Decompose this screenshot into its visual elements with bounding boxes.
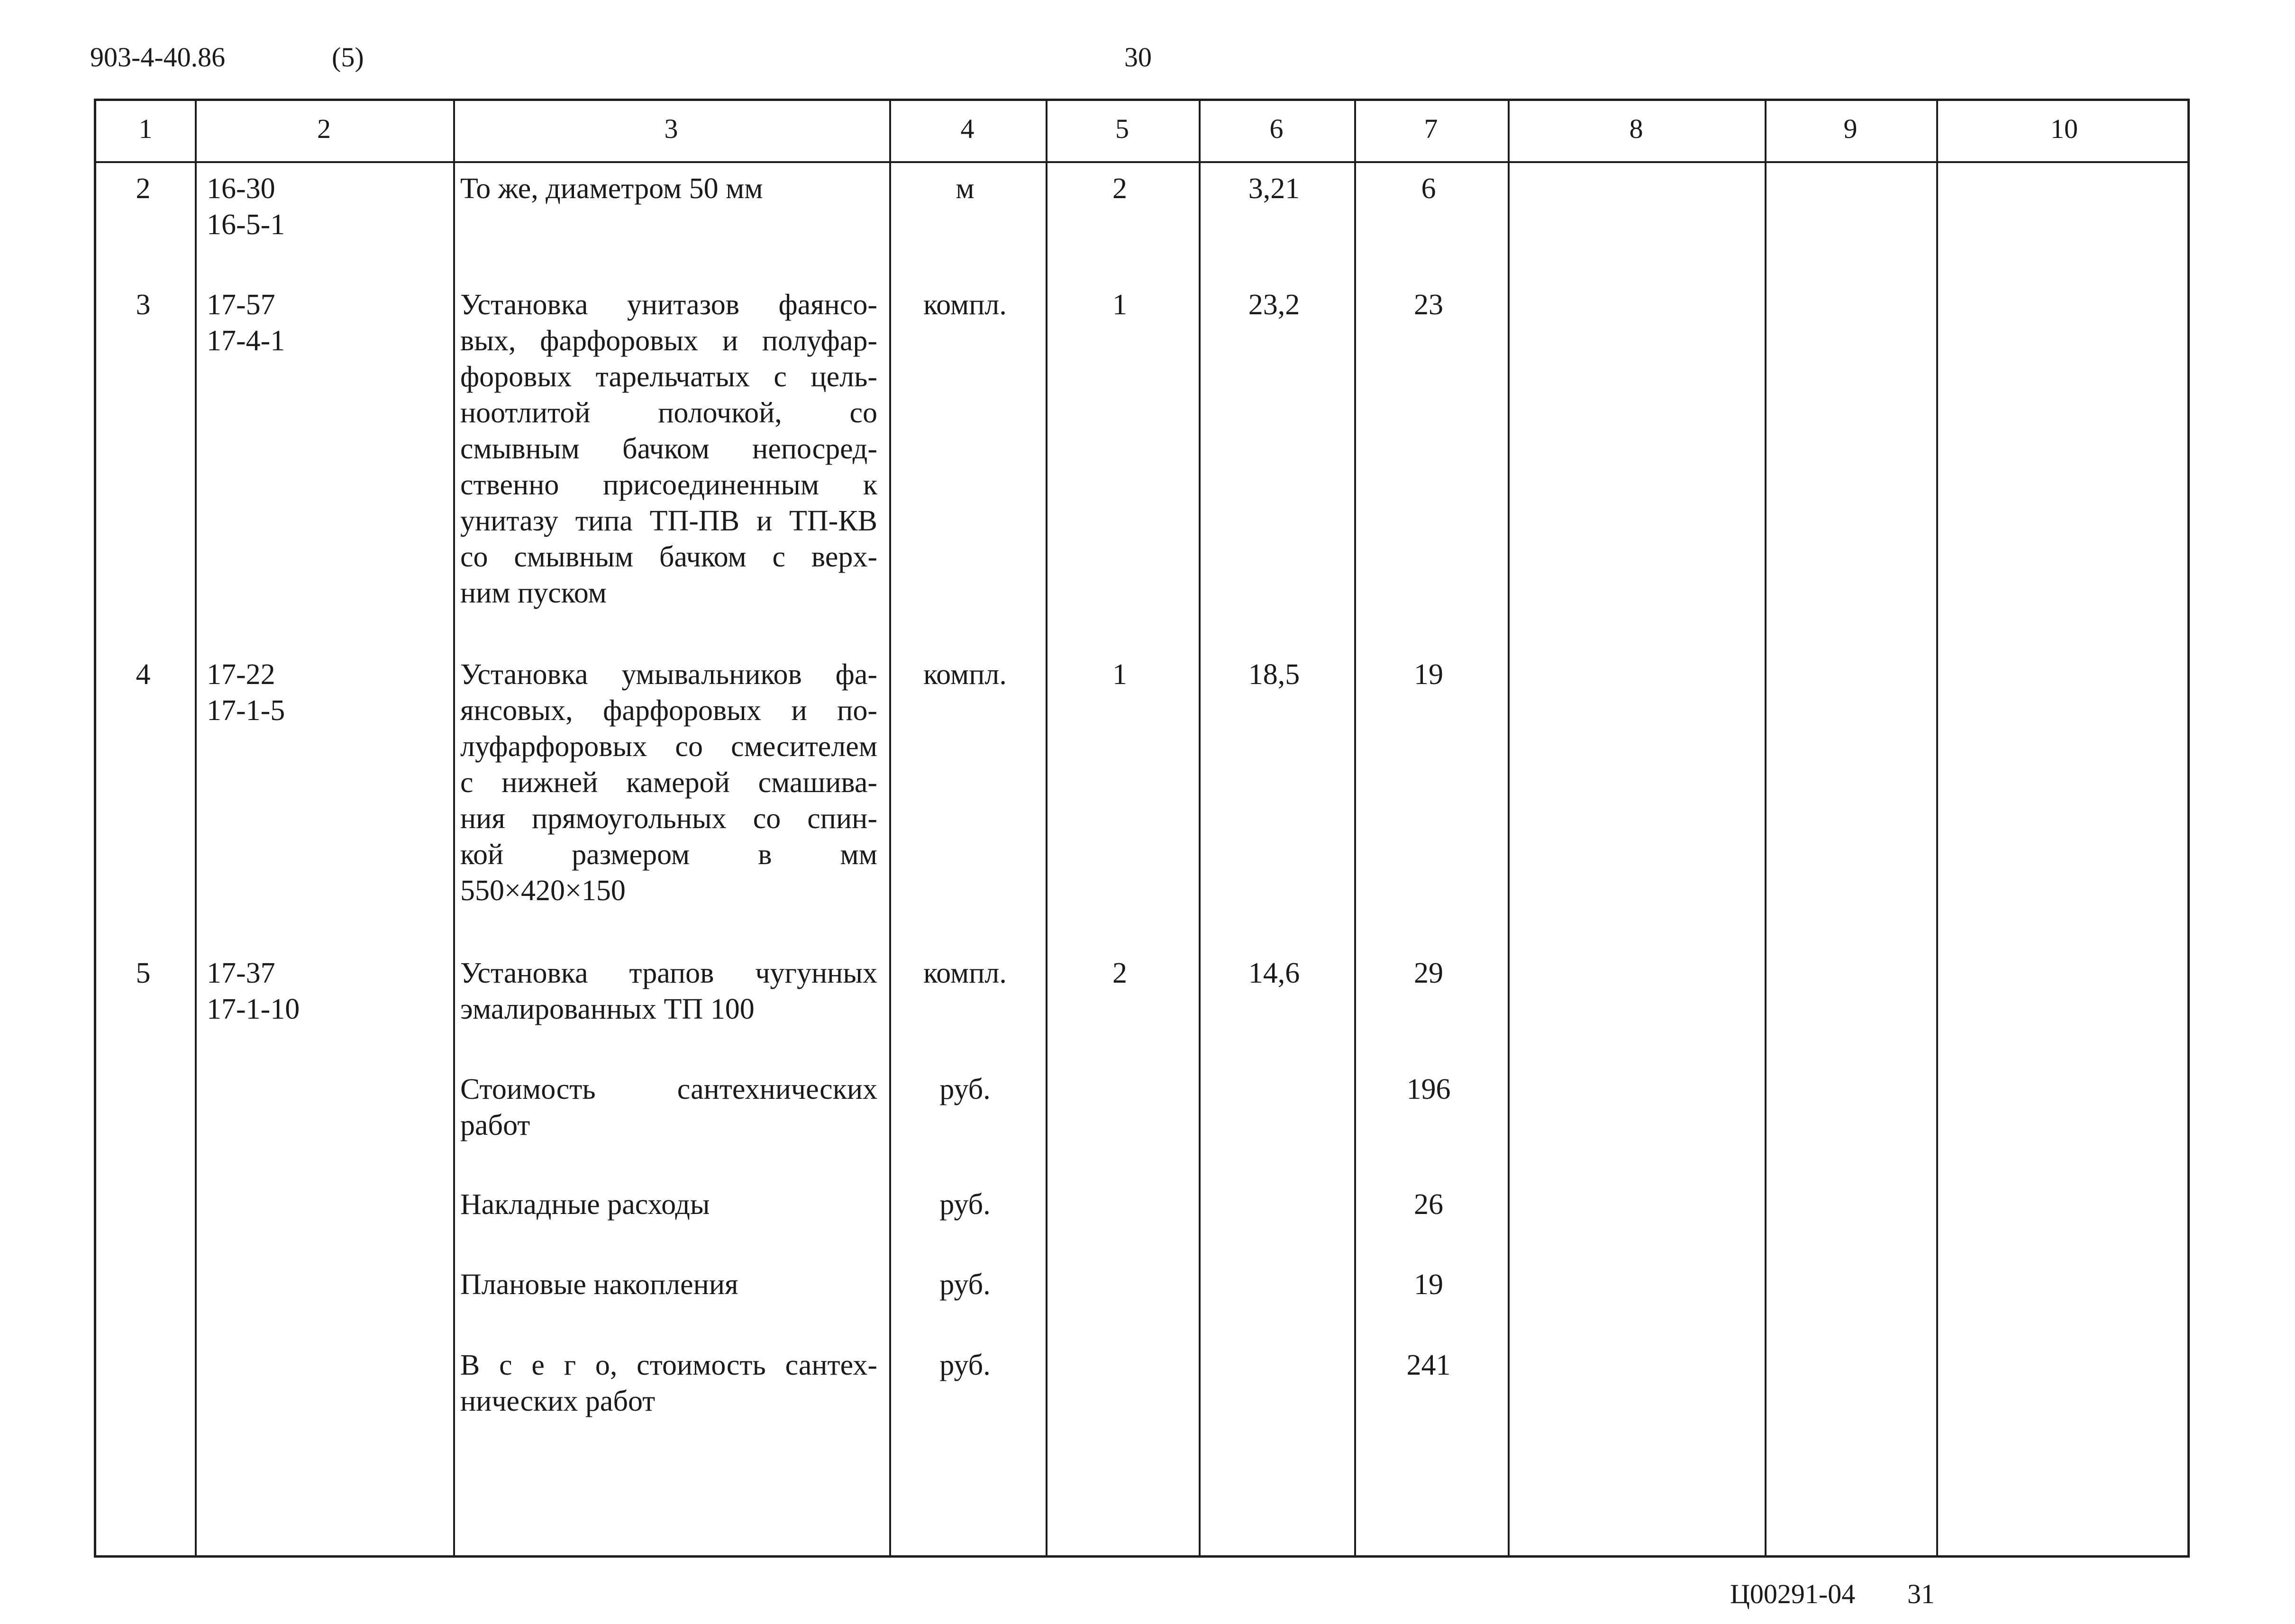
unit: руб. bbox=[939, 1073, 991, 1105]
work-description-line: со смывным бачком с верх- bbox=[460, 541, 877, 573]
row-number: 2 bbox=[136, 173, 151, 205]
unit: компл. bbox=[923, 957, 1007, 989]
column-header: 3 bbox=[664, 113, 678, 144]
price-code: 17-37 bbox=[207, 957, 275, 989]
quantity: 2 bbox=[1112, 173, 1127, 205]
work-description-line: нических работ bbox=[460, 1385, 656, 1417]
price-code: 17-22 bbox=[207, 658, 275, 691]
unit-price: 3,21 bbox=[1248, 173, 1300, 205]
footer-code: Ц00291-04 bbox=[1730, 1578, 1856, 1609]
work-description-line: ноотлитой полочкой, со bbox=[460, 397, 877, 429]
work-description-line: луфарфоровых со смесителем bbox=[460, 730, 877, 763]
work-description-line: Установка трапов чугунных bbox=[460, 957, 877, 989]
work-description-line: янсовых, фарфоровых и по- bbox=[460, 694, 877, 727]
work-description-line: смывным бачком непосред- bbox=[460, 433, 877, 465]
work-description-line: ним пуском bbox=[460, 577, 607, 609]
unit: руб. bbox=[939, 1268, 991, 1301]
unit: компл. bbox=[923, 289, 1007, 321]
column-header: 6 bbox=[1269, 113, 1284, 144]
column-divider bbox=[1508, 101, 1510, 1555]
column-divider bbox=[453, 101, 455, 1555]
doc-code: 903-4-40.86 bbox=[90, 42, 226, 73]
column-divider bbox=[195, 101, 197, 1555]
column-header: 10 bbox=[2050, 113, 2078, 144]
price-code: 17-1-10 bbox=[207, 993, 300, 1025]
total-cost: 196 bbox=[1406, 1073, 1451, 1105]
footer-page: 31 bbox=[1907, 1578, 1935, 1609]
header-divider bbox=[96, 161, 2187, 163]
row-number: 3 bbox=[136, 289, 151, 321]
row-number: 5 bbox=[136, 957, 151, 989]
quantity: 1 bbox=[1112, 289, 1127, 321]
total-cost: 6 bbox=[1421, 173, 1436, 205]
work-description-line: Стоимость сантехнических bbox=[460, 1073, 877, 1105]
total-cost: 29 bbox=[1414, 957, 1443, 989]
work-description-line: форовых тарельчатых с цель- bbox=[460, 361, 877, 393]
price-code: 17-57 bbox=[207, 289, 275, 321]
column-header: 9 bbox=[1843, 113, 1858, 144]
price-code: 16-5-1 bbox=[207, 209, 285, 241]
price-code: 17-1-5 bbox=[207, 694, 285, 727]
unit: руб. bbox=[939, 1188, 991, 1221]
work-description-line: ственно присоединенным к bbox=[460, 469, 877, 501]
column-header: 2 bbox=[317, 113, 331, 144]
quantity: 1 bbox=[1112, 658, 1127, 691]
work-description-line: ния прямоугольных со спин- bbox=[460, 803, 877, 835]
work-description-line: вых, фарфоровых и полуфар- bbox=[460, 325, 877, 357]
unit-price: 23,2 bbox=[1248, 289, 1300, 321]
work-description-line: работ bbox=[460, 1109, 530, 1141]
total-cost: 19 bbox=[1414, 658, 1443, 691]
work-description-line: унитазу типа ТП-ПВ и ТП-КВ bbox=[460, 505, 877, 537]
column-header: 4 bbox=[960, 113, 974, 144]
work-description-line: Установка унитазов фаянсо- bbox=[460, 289, 877, 321]
work-description-line: Плановые накопления bbox=[460, 1268, 738, 1301]
total-cost: 23 bbox=[1414, 289, 1443, 321]
work-description-line: То же, диаметром 50 мм bbox=[460, 173, 763, 205]
price-code: 17-4-1 bbox=[207, 325, 285, 357]
unit: м bbox=[956, 173, 974, 205]
column-divider bbox=[1765, 101, 1767, 1555]
work-description-line: с нижней камерой смашива- bbox=[460, 766, 877, 799]
work-description-line: эмалированных ТП 100 bbox=[460, 993, 755, 1025]
work-description-line: Установка умывальников фа- bbox=[460, 658, 877, 691]
quantity: 2 bbox=[1112, 957, 1127, 989]
unit-price: 18,5 bbox=[1248, 658, 1300, 691]
page-number: 30 bbox=[1124, 42, 1152, 73]
unit-price: 14,6 bbox=[1248, 957, 1300, 989]
column-header: 8 bbox=[1629, 113, 1643, 144]
row-number: 4 bbox=[136, 658, 151, 691]
price-code: 16-30 bbox=[207, 173, 275, 205]
column-header: 1 bbox=[138, 113, 153, 144]
column-header: 7 bbox=[1424, 113, 1438, 144]
total-cost: 241 bbox=[1406, 1349, 1451, 1381]
column-divider bbox=[1936, 101, 1938, 1555]
total-cost: 26 bbox=[1414, 1188, 1443, 1221]
doc-part: (5) bbox=[332, 42, 364, 73]
column-header: 5 bbox=[1115, 113, 1129, 144]
total-cost: 19 bbox=[1414, 1268, 1443, 1301]
unit: компл. bbox=[923, 658, 1007, 691]
work-description-line: Накладные расходы bbox=[460, 1188, 710, 1221]
work-description-line: В с е г о, стоимость сантех- bbox=[460, 1349, 877, 1381]
work-description-line: кой размером в мм bbox=[460, 839, 877, 871]
unit: руб. bbox=[939, 1349, 991, 1381]
work-description-line: 550×420×150 bbox=[460, 875, 626, 907]
